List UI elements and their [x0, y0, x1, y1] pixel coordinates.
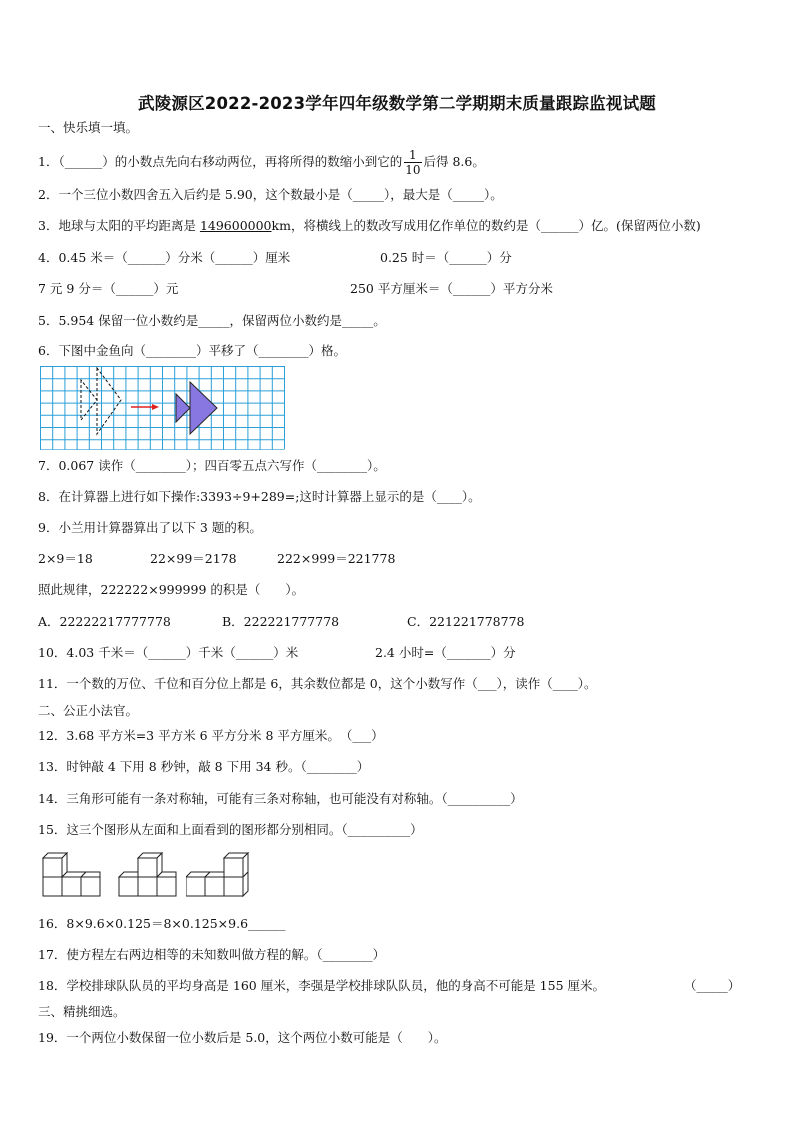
question-19: 19．一个两位小数保留一位小数后是 5.0，这个两位小数可能是（ ）。: [38, 1030, 447, 1045]
question-4-part-d: 250 平方厘米＝（______）平方分米: [350, 281, 553, 296]
underlined-number: 149600000: [199, 218, 272, 233]
question-9-example-1: 2×9＝18: [38, 551, 93, 566]
section-heading-1: 一、快乐填一填。: [38, 120, 139, 135]
question-3-text-b: km，将横线上的数改写成用亿作单位的数约是（______）亿。(保留两位小数): [271, 218, 701, 233]
question-3: [38, 218, 701, 234]
grid-lines: [40, 366, 285, 450]
question-4-part-c: 7 元 9 分＝（______）元: [38, 281, 179, 296]
fraction-numerator: 1: [404, 148, 421, 163]
question-15: 15．这三个图形从左面和上面看到的图形都分别相同。（__________）: [38, 822, 423, 837]
cube-figure-1: [38, 852, 102, 898]
question-12: 12．3.68 平方米=3 平方米 6 平方分米 8 平方厘米。 （___）: [38, 728, 384, 743]
moved-fish-body: [190, 382, 217, 434]
cube-figure-2: [114, 852, 178, 898]
question-10-part-a: 10．4.03 千米＝（______）千米（______）米: [38, 645, 299, 660]
section-heading-2: 二、公正小法官。: [38, 703, 139, 718]
question-9-stem: 9．小兰用计算器算出了以下 3 题的积。: [38, 520, 262, 535]
question-13: 13．时钟敲 4 下用 8 秒钟，敲 8 下用 34 秒。（________）: [38, 759, 370, 774]
question-10-part-b: 2.4 小时=（_______）分: [375, 645, 516, 660]
question-8: 8．在计算器上进行如下操作:3393÷9+289=;这时计算器上显示的是（____）。: [38, 489, 481, 504]
moved-fish-tail: [176, 394, 190, 422]
question-3-text-a: 3．地球与太阳的平均距离是: [38, 218, 200, 233]
question-16: 16．8×9.6×0.125＝8×0.125×9.6______: [38, 916, 286, 931]
question-5: 5．5.954 保留一位小数约是_____，保留两位小数约是_____。: [38, 313, 386, 328]
page-title: 武陵源区2022-2023学年四年级数学第二学期期末质量跟踪监视试题: [138, 94, 656, 113]
question-17: 17．使方程左右两边相等的未知数叫做方程的解。（________）: [38, 947, 386, 962]
question-18: 18．学校排球队队员的平均身高是 160 厘米，李强是学校排球队队员，他的身高不可能是 155 厘米。: [38, 978, 606, 993]
cube-figure-3: [186, 852, 250, 898]
arrow-head: [152, 404, 159, 410]
original-fish-body: [97, 368, 121, 434]
question-1: [38, 148, 485, 177]
option-b: B．222221777778: [222, 614, 340, 629]
question-7: 7．0.067 读作（________）；四百零五点六写作（________）。: [38, 458, 386, 473]
fraction-one-tenth: [404, 148, 421, 177]
fraction-denominator: 10: [405, 163, 421, 177]
fish-grid-figure: [40, 366, 286, 450]
section-heading-3: 三、精挑细选。: [38, 1004, 126, 1019]
question-2: 2．一个三位小数四舍五入后约是 5.90，这个数最小是（_____），最大是（_____）。: [38, 187, 503, 202]
question-9-example-3: 222×999＝221778: [277, 551, 396, 566]
option-a: A．22222217777778: [38, 614, 171, 629]
question-9-example-2: 22×99＝2178: [150, 551, 237, 566]
question-6: 6．下图中金鱼向（________）平移了（________）格。: [38, 343, 346, 358]
question-18-answer-blank: （_____）: [684, 978, 741, 993]
question-4-part-a: 4．0.45 米＝（______）分米（______）厘米: [38, 250, 291, 265]
question-11: 11．一个数的万位、千位和百分位上都是 6，其余数位都是 0，这个小数写作（___），读作（____）。: [38, 676, 597, 691]
option-c: C．221221778778: [407, 614, 525, 629]
question-1-text-b: 后得 8.6。: [423, 154, 485, 169]
question-1-text-a: 1．（______）的小数点先向右移动两位，再将所得的数缩小到它的: [38, 154, 403, 169]
question-9-ask: 照此规律，222222×999999 的积是（ ）。: [38, 582, 305, 597]
question-4-part-b: 0.25 时＝（______）分: [380, 250, 512, 265]
question-14: 14．三角形可能有一条对称轴，可能有三条对称轴，也可能没有对称轴。（__________）: [38, 791, 523, 806]
